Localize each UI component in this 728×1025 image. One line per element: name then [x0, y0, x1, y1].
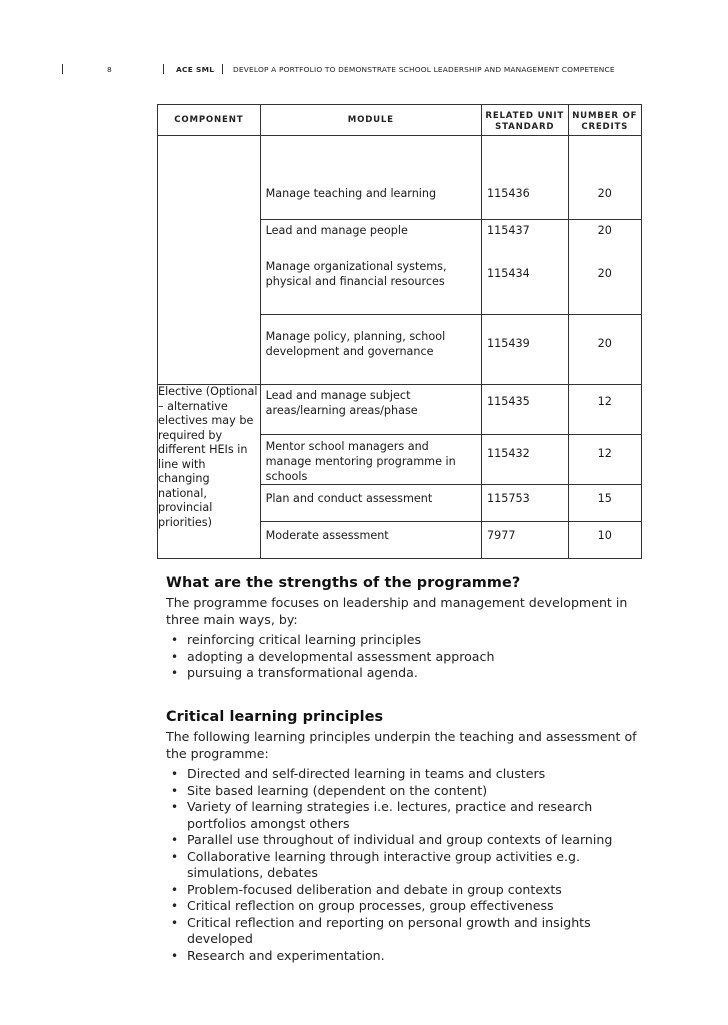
credits-cell: 15 — [597, 492, 612, 505]
strengths-list — [166, 632, 646, 682]
header-rule — [163, 64, 164, 74]
module-cell: Manage organizational systems, physical and financial resources — [265, 259, 447, 288]
module-table — [157, 104, 642, 559]
list-item: • Critical reflection and reporting on personal growth and insights developed — [166, 915, 646, 948]
unit-cell: 115432 — [486, 447, 530, 460]
list-item: • Site based learning (dependent on the content) — [166, 783, 646, 800]
component-core — [158, 136, 261, 385]
module-cell: Mentor school managers and manage mentoring programme in schools — [265, 440, 456, 483]
running-header — [0, 63, 728, 77]
list-item: • Research and experimentation. — [166, 948, 646, 965]
header-module: MODULE — [260, 105, 481, 136]
module-cell: Plan and conduct assessment — [265, 492, 433, 505]
credits-cell: 12 — [597, 395, 612, 408]
list-item: • Variety of learning strategies i.e. lectures, practice and research portfolios amongst others — [166, 799, 646, 832]
table-row — [158, 136, 642, 183]
page-number: 8 — [107, 65, 112, 74]
module-cell: Moderate assessment — [265, 529, 389, 542]
principles-intro: The following learning principles underpin the teaching and assessment of the programme: — [166, 729, 637, 761]
module-cell: Manage policy, planning, school development and governance — [265, 330, 446, 358]
list-item: • Parallel use throughout of individual and group contexts of learning — [166, 832, 646, 849]
list-item: • Critical reflection on group processes, group effectiveness — [166, 898, 646, 915]
credits-cell: 20 — [597, 224, 612, 237]
principles-heading: Critical learning principles — [166, 709, 384, 725]
header-rule — [62, 64, 63, 74]
unit-cell: 7977 — [486, 529, 516, 542]
header-unit-line1: RELATED UNIT — [485, 111, 565, 121]
strengths-intro: The programme focuses on leadership and management development in three main ways, by: — [166, 595, 628, 627]
header-unit-line2: STANDARD — [495, 122, 555, 132]
course-code: ACE SML — [176, 65, 215, 74]
module-cell: Lead and manage subject areas/learning areas/phase — [265, 389, 418, 417]
strengths-section — [166, 575, 646, 682]
credits-cell: 10 — [597, 529, 612, 542]
principles-section — [166, 709, 646, 964]
module-cell: Manage teaching and learning — [265, 186, 437, 200]
list-item: • Collaborative learning through interactive group activities e.g. simulations, debates — [166, 849, 646, 882]
table-header-row — [158, 105, 642, 136]
list-item: • adopting a developmental assessment approach — [166, 649, 646, 666]
header-title: DEVELOP A PORTFOLIO TO DEMONSTRATE SCHOOL LEADERSHIP AND MANAGEMENT COMPETENCE — [233, 65, 615, 74]
unit-cell: 115434 — [486, 266, 530, 280]
module-cell: Lead and manage people — [265, 224, 408, 237]
credits-cell: 12 — [597, 447, 612, 460]
principles-list — [166, 766, 646, 964]
list-item: • Problem-focused deliberation and debate in group contexts — [166, 882, 646, 899]
list-item: • Directed and self-directed learning in teams and clusters — [166, 766, 646, 783]
header-unit-standard — [481, 105, 568, 136]
header-rule — [222, 64, 223, 74]
list-item: • reinforcing critical learning principles — [166, 632, 646, 649]
unit-cell: 115436 — [486, 186, 530, 200]
header-component: COMPONENT — [158, 105, 261, 136]
list-item: • pursuing a transformational agenda. — [166, 665, 646, 682]
credits-cell: 20 — [597, 337, 612, 350]
table-row — [158, 385, 642, 435]
credits-cell: 20 — [597, 186, 612, 200]
header-credits-line1: NUMBER OF — [572, 111, 638, 121]
header-credits-line2: CREDITS — [581, 122, 629, 132]
component-elective: Elective (Optional – alternative electives may be required by different HEIs in line with changing national, provincial priorities) — [158, 385, 261, 559]
unit-cell: 115439 — [486, 337, 530, 350]
credits-cell: 20 — [597, 266, 612, 280]
unit-cell: 115435 — [486, 395, 530, 408]
strengths-heading: What are the strengths of the programme? — [166, 575, 521, 591]
unit-cell: 115437 — [486, 224, 530, 237]
header-credits — [568, 105, 641, 136]
unit-cell: 115753 — [486, 492, 530, 505]
